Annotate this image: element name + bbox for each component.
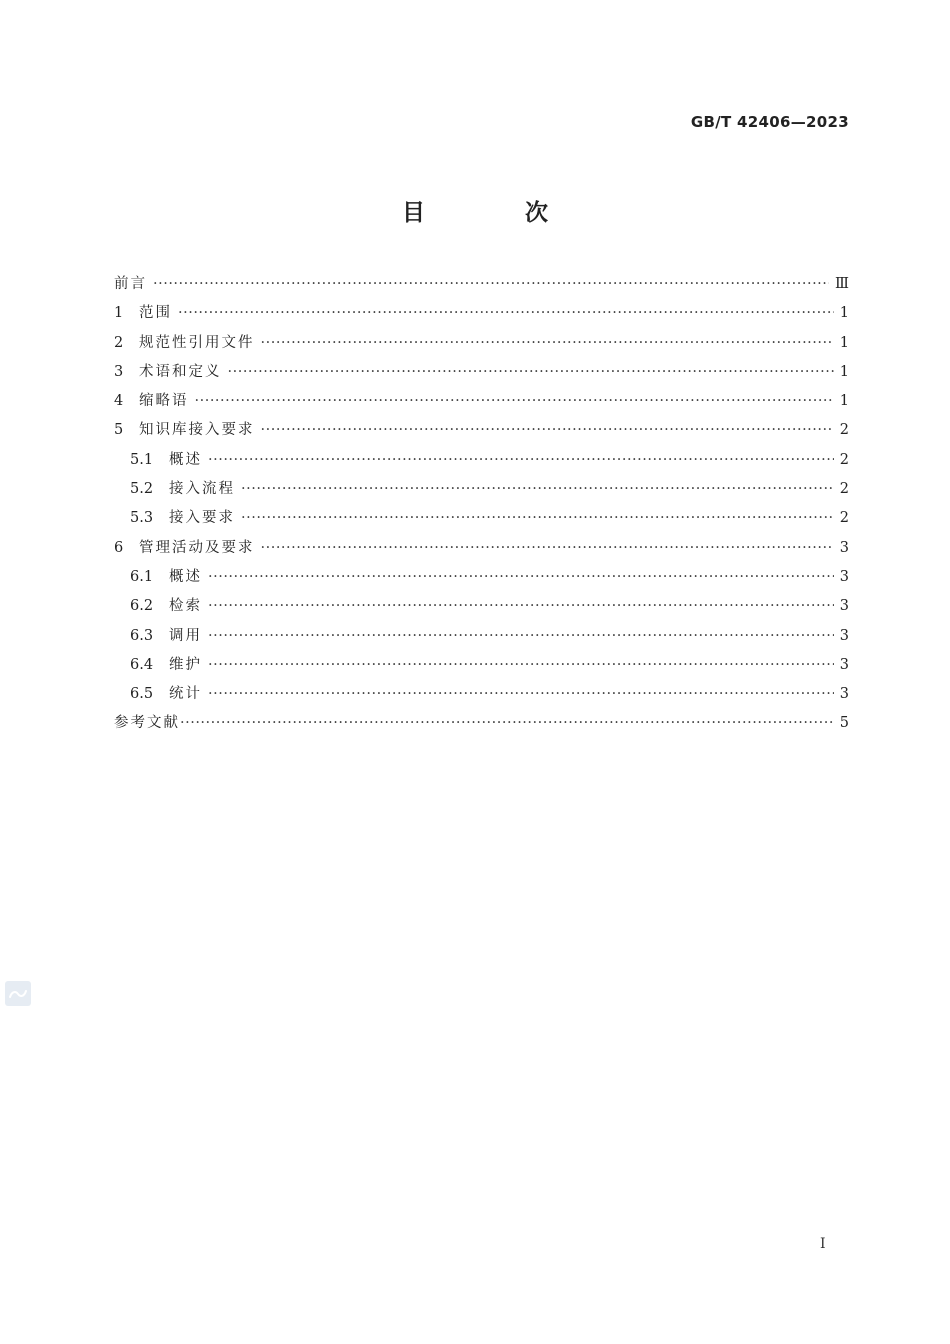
toc-entry-label: 概述 — [169, 568, 202, 585]
toc-entry-label: 接入要求 — [169, 510, 235, 527]
toc-entry-page: 3 — [839, 656, 849, 673]
toc-entry-label: 范围 — [139, 305, 172, 322]
toc-leader-dots — [261, 534, 834, 563]
toc-entry-number: 1 — [114, 305, 124, 322]
toc-entry-page: 3 — [839, 568, 849, 585]
toc-entry-5[interactable] — [114, 416, 849, 445]
table-of-contents — [114, 270, 849, 739]
toc-entry-6[interactable] — [114, 534, 849, 563]
toc-entry-6-5[interactable] — [114, 680, 849, 709]
toc-entry-page: 2 — [839, 510, 849, 527]
toc-entry-page: 3 — [839, 598, 849, 615]
toc-leader-dots — [208, 622, 834, 651]
toc-entry-bibliography[interactable] — [114, 709, 849, 738]
toc-leader-dots — [195, 387, 834, 416]
toc-entry-label: 维护 — [169, 656, 202, 673]
toc-entry-label: 规范性引用文件 — [139, 334, 255, 351]
toc-entry-page: Ⅲ — [835, 276, 849, 292]
standard-code: GB/T 42406—2023 — [690, 113, 849, 131]
toc-entry-page: 1 — [839, 305, 849, 322]
toc-leader-dots — [208, 446, 834, 475]
toc-entry-label: 概述 — [169, 451, 202, 468]
toc-entry-label: 知识库接入要求 — [139, 422, 255, 439]
toc-entry-2[interactable] — [114, 329, 849, 358]
toc-entry-label: 术语和定义 — [139, 363, 222, 380]
toc-leader-dots — [241, 475, 834, 504]
toc-leader-dots — [228, 358, 834, 387]
toc-entry-label: 管理活动及要求 — [139, 539, 255, 556]
toc-entry-number: 5.2 — [130, 481, 154, 498]
toc-entry-number: 6.2 — [130, 598, 154, 615]
toc-entry-5-3[interactable] — [114, 504, 849, 533]
toc-entry-page: 2 — [839, 481, 849, 498]
toc-entry-6-2[interactable] — [114, 592, 849, 621]
toc-leader-dots — [208, 563, 834, 592]
toc-leader-dots — [261, 329, 834, 358]
toc-entry-page: 3 — [839, 627, 849, 644]
toc-entry-page: 5 — [839, 715, 849, 732]
toc-leader-dots — [208, 680, 834, 709]
toc-leader-dots — [241, 504, 834, 533]
toc-leader-dots — [261, 416, 834, 445]
toc-entry-label: 缩略语 — [139, 393, 189, 410]
toc-entry-label: 参考文献 — [114, 715, 180, 732]
toc-entry-number: 6.4 — [130, 656, 154, 673]
toc-entry-number: 3 — [114, 363, 124, 380]
toc-leader-dots — [153, 270, 829, 299]
toc-entry-foreword[interactable] — [114, 270, 849, 299]
toc-entry-page: 2 — [839, 451, 849, 468]
toc-entry-number: 6 — [114, 539, 124, 556]
toc-entry-label: 统计 — [169, 686, 202, 703]
toc-entry-label: 检索 — [169, 598, 202, 615]
toc-entry-label: 调用 — [169, 627, 202, 644]
toc-entry-number: 6.1 — [130, 568, 154, 585]
toc-entry-page: 1 — [839, 334, 849, 351]
toc-entry-5-1[interactable] — [114, 446, 849, 475]
toc-entry-label: 接入流程 — [169, 481, 235, 498]
page-title: 目 次 — [401, 200, 594, 226]
page-number: I — [820, 1236, 826, 1252]
toc-entry-3[interactable] — [114, 358, 849, 387]
toc-entry-4[interactable] — [114, 387, 849, 416]
toc-entry-1[interactable] — [114, 299, 849, 328]
toc-entry-number: 5 — [114, 422, 124, 439]
toc-entry-number: 5.1 — [130, 451, 154, 468]
sac-logo-icon-shape — [8, 988, 28, 1000]
toc-entry-label: 前言 — [114, 276, 147, 292]
toc-leader-dots — [178, 299, 834, 328]
toc-entry-number: 4 — [114, 393, 124, 410]
toc-entry-page: 3 — [839, 539, 849, 556]
toc-entry-6-1[interactable] — [114, 563, 849, 592]
toc-entry-number: 5.3 — [130, 510, 154, 527]
toc-entry-number: 2 — [114, 334, 124, 351]
toc-entry-5-2[interactable] — [114, 475, 849, 504]
toc-entry-page: 1 — [839, 393, 849, 410]
toc-entry-6-4[interactable] — [114, 651, 849, 680]
toc-entry-page: 1 — [839, 363, 849, 380]
toc-entry-number: 6.3 — [130, 627, 154, 644]
toc-entry-page: 2 — [839, 422, 849, 439]
toc-leader-dots — [180, 709, 834, 738]
toc-entry-number: 6.5 — [130, 686, 154, 703]
toc-entry-page: 3 — [839, 686, 849, 703]
sac-logo-icon — [5, 981, 31, 1006]
toc-leader-dots — [208, 651, 834, 680]
toc-leader-dots — [208, 592, 834, 621]
toc-entry-6-3[interactable] — [114, 622, 849, 651]
